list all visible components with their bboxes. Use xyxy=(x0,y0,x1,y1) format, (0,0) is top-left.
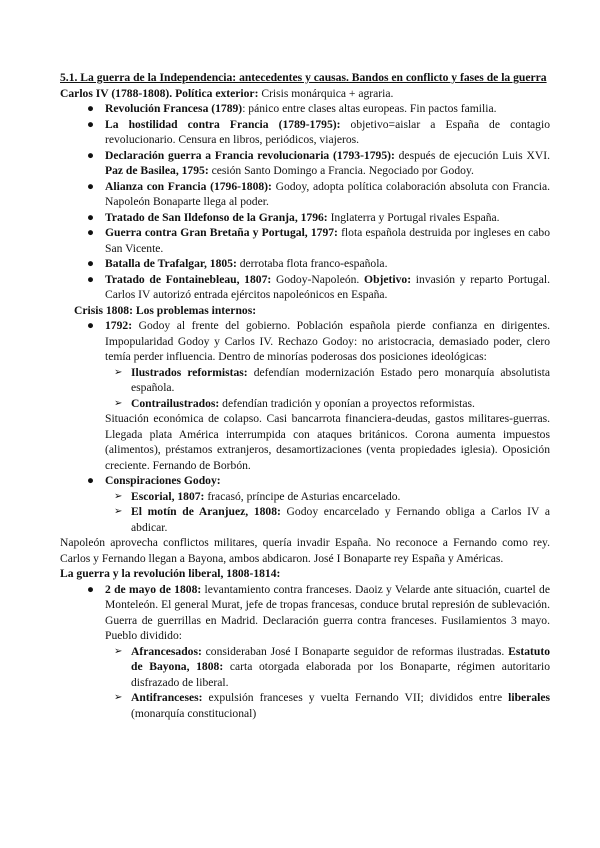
bullet-icon: ● xyxy=(87,272,95,286)
item-text: cesión Santo Domingo a Francia. Negociado por Godoy. xyxy=(208,164,474,177)
item-bold: Tratado de Fontainebleau, 1807: xyxy=(105,272,272,286)
item-bold: Tratado de San Ildefonso de la Granja, 1796: xyxy=(105,210,328,224)
item-text: Godoy, adopta política colaboración absoluta con Francia. Napoleón Bonaparte llega al poder. xyxy=(105,179,550,208)
bullet-icon: ● xyxy=(87,257,95,270)
bandos-list xyxy=(105,644,550,722)
list-item xyxy=(87,210,550,226)
item-bold: Guerra contra Gran Bretaña y Portugal, 1797: xyxy=(105,226,338,239)
bullet-icon: ● xyxy=(87,210,95,224)
item-text: defendían tradición y oponían a proyectos reformistas. xyxy=(219,396,475,410)
arrow-item xyxy=(114,644,550,691)
bullet-icon: ● xyxy=(87,148,95,162)
napoleon-paragraph: Napoleón aprovecha conflictos militares, quería invadir España. No reconoce a Fernando como rey. Carlos y Fernando llegan a Bayona, ambos abdicaron. José I Bonaparte rey España y Américas. xyxy=(60,536,550,565)
item-bold: Revolución Francesa (1789) xyxy=(105,102,243,115)
bullet-icon: ● xyxy=(87,102,95,115)
arrow-item xyxy=(114,504,550,535)
ideology-list xyxy=(105,365,550,412)
list-item xyxy=(87,117,550,148)
document-page xyxy=(60,70,550,721)
heading-bold: Crisis 1808: Los problemas internos: xyxy=(74,303,257,317)
politica-exterior-list xyxy=(60,101,550,303)
bullet-icon: ● xyxy=(87,117,95,131)
arrow-icon: ➢ xyxy=(114,366,123,378)
bullet-icon: ● xyxy=(87,474,95,487)
list-item xyxy=(87,318,550,411)
item-text: fracasó, príncipe de Asturias encarcelado. xyxy=(204,489,401,503)
item-text: defendían modernización Estado pero monarquía absolutista española. xyxy=(131,365,550,394)
bullet-icon: ● xyxy=(87,319,95,332)
item-bold: 2 de mayo de 1808: xyxy=(105,582,202,596)
arrow-item xyxy=(114,489,550,505)
item-text: objetivo=aislar a España de contagio revolucionario. Censura en libros, periódicos, viajeros. xyxy=(105,117,550,146)
conspiracy-events-list xyxy=(105,489,550,536)
list-item xyxy=(87,148,550,179)
heading-bold: Carlos IV (1788-1808). Política exterior: xyxy=(60,86,259,100)
guerra-list xyxy=(60,582,550,722)
arrow-icon: ➢ xyxy=(114,692,123,703)
item-bold: 1792: xyxy=(105,319,133,332)
item-text: : pánico entre clases altas europeas. Fin pactos familia. xyxy=(242,102,497,115)
section-title: 5.1. La guerra de la Independencia: antecedentes y causas. Bandos en conflicto y fases de la guerra xyxy=(60,71,547,84)
item-text: expulsión franceses y vuelta Fernando VII; divididos entre xyxy=(202,691,509,704)
item-text: consideraban José I Bonaparte seguidor de reformas ilustradas. xyxy=(201,644,509,658)
item-bold: Estatuto de Bayona, 1808: xyxy=(131,644,550,673)
bullet-icon: ● xyxy=(87,582,95,596)
item-bold: Afrancesados: xyxy=(131,644,202,658)
crisis-list xyxy=(60,318,550,411)
list-item xyxy=(87,225,550,256)
arrow-icon: ➢ xyxy=(114,397,123,409)
arrow-icon: ➢ xyxy=(114,506,123,517)
crisis-1808-heading xyxy=(60,303,550,319)
item-bold: Contrailustrados: xyxy=(131,396,220,410)
heading-text: Crisis monárquica + agraria. xyxy=(258,86,394,100)
item-bold: El motín de Aranjuez, 1808: xyxy=(131,505,281,518)
bullet-icon: ● xyxy=(87,226,95,239)
carlos-iv-heading xyxy=(60,86,550,102)
conspiraciones-list xyxy=(60,473,550,535)
item-text: Godoy al frente del gobierno. Población española pierde confianza en dirigentes. Impopularidad Godoy y Carlos IV. Rechazo Godoy: no aristocracia, demasiado poder, clero temía perder influencia. Dentro de minorías poderosas dos posiciones ideológicas: xyxy=(105,319,550,363)
item-bold: Conspiraciones Godoy: xyxy=(105,474,221,487)
item-text: (monarquía constitucional) xyxy=(131,706,257,720)
item-text: levantamiento contra franceses. Daoiz y Velarde ante situación, cuartel de Monteleón. El general Murat, jefe de tropas francesas, conduce brutal represión de sublevación. Guerra de guerrillas en Madrid. Declaración guerra contra franceses. Fusilamientos 3 mayo. Pueblo dividido: xyxy=(105,582,550,642)
item-text: Godoy encarcelado y Fernando obliga a Carlos IV a abdicar. xyxy=(131,505,550,534)
item-text: Inglaterra y Portugal rivales España. xyxy=(327,210,500,224)
item-text: carta otorgada elaborada por los Bonaparte, régimen autoritario disfrazado de liberal. xyxy=(131,660,550,689)
economic-paragraph: Situación económica de colapso. Casi bancarrota financiera-deudas, gastos militares-guerras. Llegada plata América interrumpida con ataques británicos. Corona aumenta impuestos (alimentos), préstamos extranjeros, desamortizaciones (venta propiedades iglesia). Oposición creciente. Fernando de Borbón. xyxy=(105,412,550,472)
item-bold: Declaración guerra a Francia revolucionaria (1793-1795): xyxy=(105,148,395,162)
item-text: derrotaba flota franco-española. xyxy=(236,257,388,270)
item-bold: Paz de Basilea, 1795: xyxy=(105,164,209,177)
list-item xyxy=(87,582,550,722)
item-bold: La hostilidad contra Francia (1789-1795): xyxy=(105,117,341,131)
item-bold: Antifranceses: xyxy=(131,691,203,704)
item-text: invasión y reparto Portugal. Carlos IV autorizó entrada ejércitos napoleónicos en España. xyxy=(105,272,550,301)
arrow-icon: ➢ xyxy=(114,645,123,657)
item-bold: Batalla de Trafalgar, 1805: xyxy=(105,257,237,270)
list-item xyxy=(87,473,550,535)
item-bold: Ilustrados reformistas: xyxy=(131,365,248,379)
item-bold: Alianza con Francia (1796-1808): xyxy=(105,179,272,193)
bullet-icon: ● xyxy=(87,179,95,193)
heading-bold: La guerra y la revolución liberal, 1808-1814: xyxy=(60,567,281,580)
item-text: flota española destruida por ingleses en cabo San Vicente. xyxy=(105,226,550,255)
arrow-item xyxy=(114,365,550,396)
item-bold: liberales xyxy=(508,691,550,704)
arrow-item xyxy=(114,690,550,721)
arrow-icon: ➢ xyxy=(114,490,123,502)
item-text: después de ejecución Luis XVI. xyxy=(394,148,550,162)
arrow-item xyxy=(114,396,550,412)
item-bold: Escorial, 1807: xyxy=(131,489,205,503)
guerra-heading xyxy=(60,566,550,582)
list-item xyxy=(87,272,550,303)
list-item xyxy=(87,256,550,272)
list-item xyxy=(87,101,550,117)
item-text: Godoy-Napoleón. xyxy=(271,272,365,286)
list-item xyxy=(87,179,550,210)
item-bold: Objetivo: xyxy=(364,272,412,286)
